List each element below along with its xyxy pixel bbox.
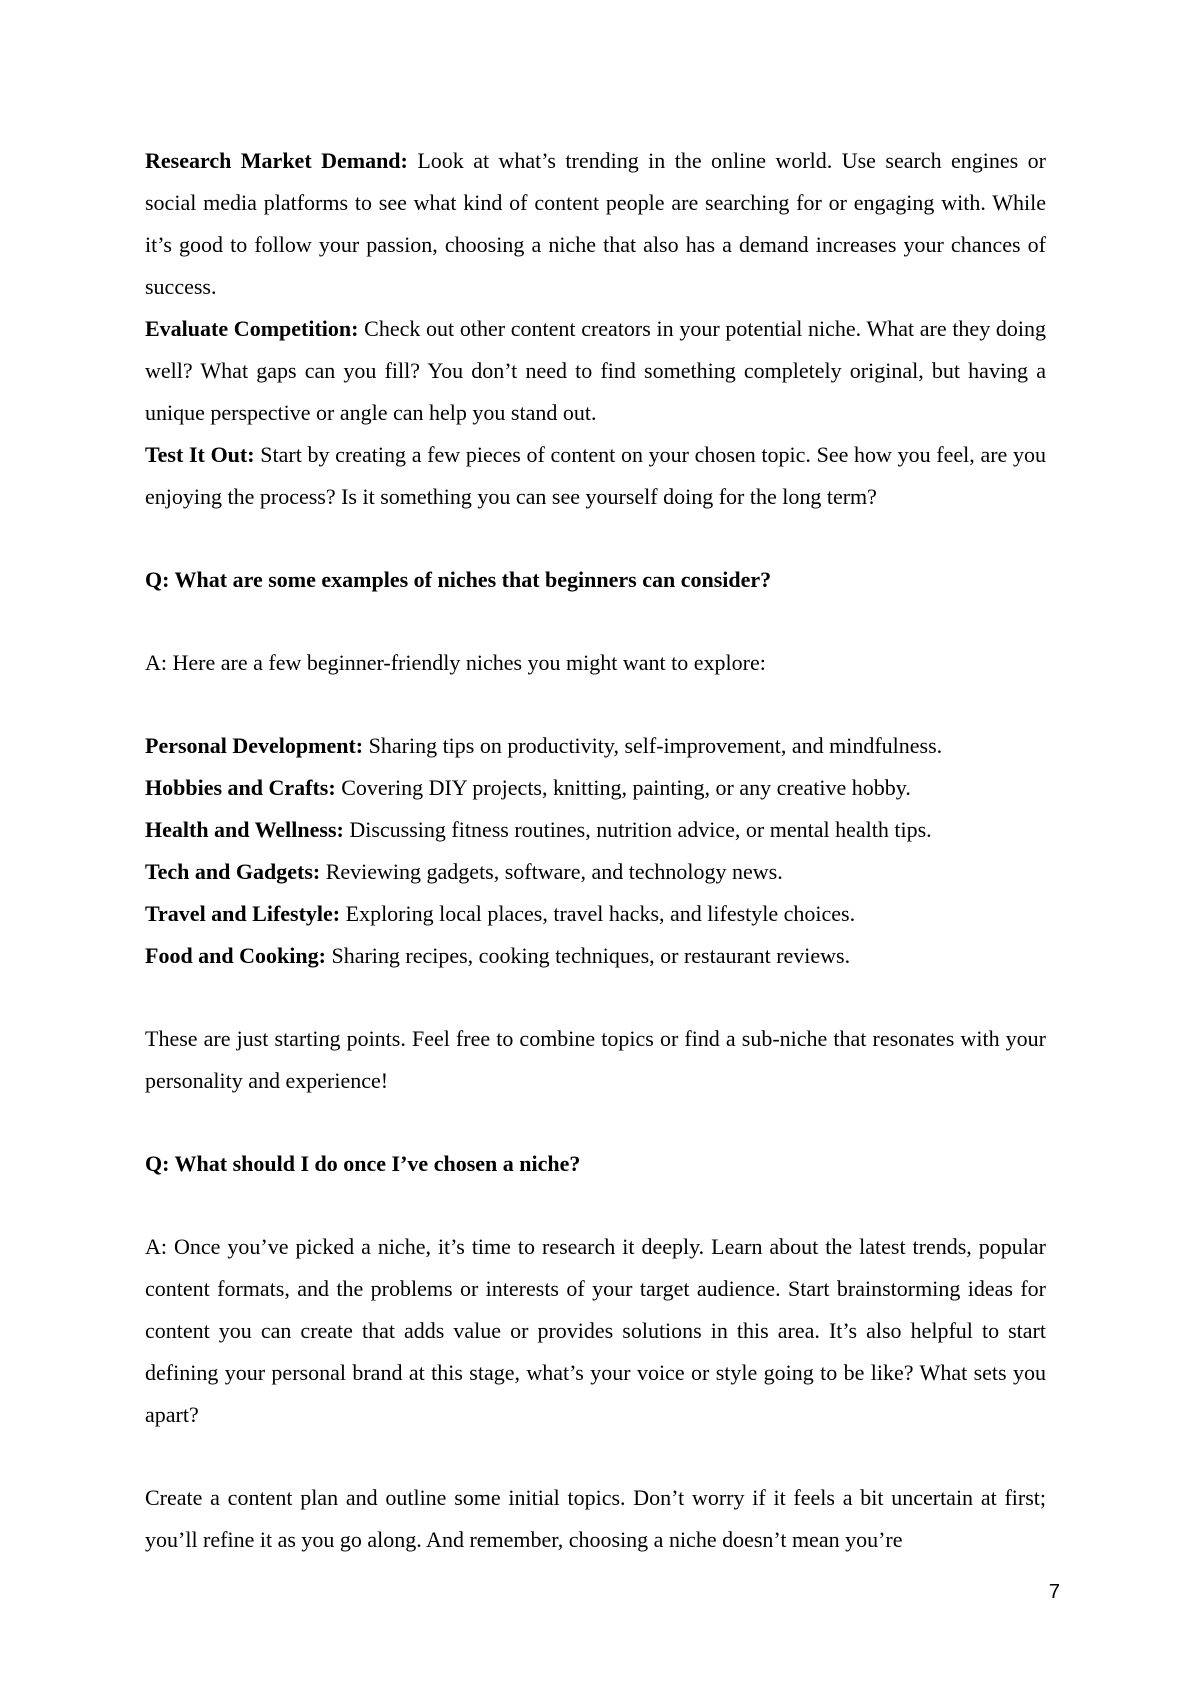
answer-niche-examples-intro: A: Here are a few beginner-friendly niches you might want to explore: [145,650,766,675]
spacer [145,601,1046,642]
spacer [145,1185,1046,1226]
niche-label: Food and Cooking: [145,943,326,968]
test-it-out-label: Test It Out: [145,442,255,467]
niche-label: Tech and Gadgets: [145,859,321,884]
test-it-out-text: Start by creating a few pieces of content on your chosen topic. See how you feel, are you enjoying the process? Is it something you can see yourself doing for the long term? [145,442,1046,509]
spacer [145,977,1046,1018]
niche-description: Sharing recipes, cooking techniques, or restaurant reviews. [325,943,851,968]
niche-list-item [145,809,1046,851]
test-it-out-paragraph [145,434,1046,518]
spacer [145,518,1046,559]
answer-after-choosing-niche-paragraph: A: Once you’ve picked a niche, it’s time to research it deeply. Learn about the latest trends, popular content formats, and the problems or interests of your target audience. Start brainstorming ideas for content you can create that adds value or provides solutions in this area. It’s also helpful to start defining your personal brand at this stage, what’s your voice or style going to be like? What sets you apart? [145,1234,1046,1427]
question-niche-examples: Q: What are some examples of niches that beginners can consider? [145,567,772,592]
evaluate-competition-label: Evaluate Competition: [145,316,359,341]
research-market-demand-label: Research Market Demand: [145,148,408,173]
niche-list-item [145,725,1046,767]
niche-list-item [145,767,1046,809]
niche-description: Covering DIY projects, knitting, painting, or any creative hobby. [335,775,911,800]
niche-label: Health and Wellness: [145,817,344,842]
question-after-choosing-niche: Q: What should I do once I’ve chosen a niche? [145,1151,581,1176]
niche-label: Hobbies and Crafts: [145,775,336,800]
niche-list-item [145,935,1046,977]
niche-label: Travel and Lifestyle: [145,901,341,926]
evaluate-competition-text: Check out other content creators in your potential niche. What are they doing well? What gaps can you fill? You don’t need to find something completely original, but having a unique perspective or angle can help you stand out. [145,316,1047,425]
niche-list-item [145,851,1046,893]
niche-label: Personal Development: [145,733,364,758]
evaluate-competition-paragraph [145,308,1046,434]
niche-description: Exploring local places, travel hacks, and lifestyle choices. [340,901,856,926]
page-body [145,140,1046,1561]
niche-list-item [145,893,1046,935]
research-market-demand-text: Look at what’s trending in the online world. Use search engines or social media platforms to see what kind of content people are searching for or engaging with. While it’s good to follow your passion, choosing a niche that also has a demand increases your chances of success. [145,148,1046,299]
content-plan-paragraph: Create a content plan and outline some initial topics. Don’t worry if it feels a bit uncertain at first; you’ll refine it as you go along. And remember, choosing a niche doesn’t mean you’re [145,1485,1046,1552]
spacer [145,1436,1046,1477]
spacer [145,1102,1046,1143]
niche-description: Reviewing gadgets, software, and technology news. [320,859,783,884]
research-market-demand-paragraph [145,140,1046,308]
spacer [145,684,1046,725]
niche-closing-paragraph: These are just starting points. Feel free to combine topics or find a sub-niche that resonates with your personality and experience! [145,1026,1046,1093]
niche-description: Discussing fitness routines, nutrition advice, or mental health tips. [343,817,932,842]
page-number: 7 [1048,1581,1060,1603]
niche-description: Sharing tips on productivity, self-improvement, and mindfulness. [363,733,943,758]
